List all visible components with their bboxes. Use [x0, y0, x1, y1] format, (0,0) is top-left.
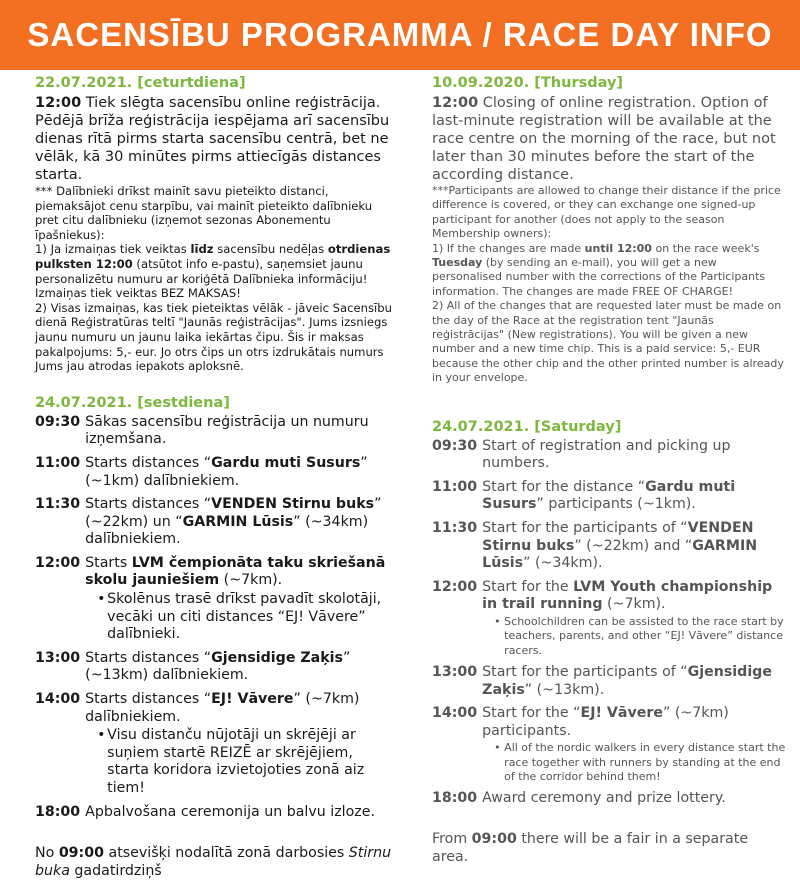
schedule-item: 09:30 Sākas sacensību reģistrācija un numuru izņemšana. — [35, 413, 369, 448]
schedule-item: 11:00 Start for the distance “Gardu muti Susurs” participants (~1km). — [432, 478, 736, 513]
note-1: 1) Ja izmaiņas tiek veiktas līdz sacensību nedēļas otrdienas pulksten 12:00 (atsūtot info e-pastu), saņemsiet jaunu personalizētu numuru ar koriģētā Dalībnieka informāciju! Izmaiņas tiek veiktas BEZ MAKSAS! — [35, 242, 391, 301]
schedule-item: 18:00 Award ceremony and prize lottery. — [432, 790, 726, 807]
date-heading: 24.07.2021. [sestdiena] — [35, 394, 230, 411]
note-intro: *** Dalībnieki drīkst mainīt savu pieteikto distanci, piemaksājot cenu starpību, vai mainīt pieteikto dalībnieku pret citu dalībnieku (izņemot sezonas Abonementu īpašniekus): — [35, 184, 373, 242]
note-2: 2) Visas izmaiņas, kas tiek pieteiktas vēlāk - jāveic Sacensību dienā Reģistratūras teltī "Jaunās reģistrācijas". Jums izsniegs jaunu numuru un jaunu laika iekārtas čipu. Šis ir maksas pakalpojums: 5,- eur. Jo otrs čips un otrs izdrukātais numurs Jums jau atrodas iepakots aploksnē. — [35, 300, 392, 374]
change-note — [35, 184, 395, 374]
note-intro: ***Participants are allowed to change their distance if the price difference is covered, or they can exchange one signed-up participant for another (does not apply to the season Membership owners): — [432, 184, 781, 241]
lead-text: Closing of online registration. Option of last-minute registration will be available at the race centre on the morning of the race, but not later than 30 minutes before the start of the according distance. — [432, 95, 776, 183]
date-heading: 22.07.2021. [ceturtdiena] — [35, 75, 246, 91]
schedule-item: 14:00 Starts distances “EJ! Vāvere” (~7km) dalībniekiem. • Visu distanču nūjotāji un skrējēji ar suņiem startē REIZĒ ar skrējējiem, starta koridora izvietojoties zonā aiz tiem! — [35, 691, 395, 798]
page-title: SACENSĪBU PROGRAMMA / RACE DAY INFO — [27, 16, 773, 53]
schedule-item: 14:00 Start for the “EJ! Vāvere” (~7km) participants. • All of the nordic walkers in every distance start the race together with runners by standing at the end of the corridor behind them! — [432, 705, 788, 784]
time-label: 12:00 — [432, 95, 479, 111]
schedule-item: 11:30 Starts distances “VENDEN Stirnu buks” (~22km) un “GARMIN Lūsis” (~34km) dalībniekiem. — [35, 496, 382, 548]
bullet-note: • Schoolchildren can be assisted to the race start by teachers, parents, and other “EJ! Vāvere” distance racers. — [494, 615, 784, 657]
schedule-item: 13:00 Start for the participants of “Gjensidige Zaķis” (~13km). — [432, 663, 772, 698]
fair-note: No 09:00 atsevišķi nodalītā zonā darbosies Stirnu buka gadatirdziņš — [35, 845, 392, 879]
lead-text: Tiek slēgta sacensību online reģistrācija. Pēdējā brīža reģistrācija iespējama arī sacensību dienas rītā pirms starta sacensību centrā, bet ne vēlāk, kā 30 minūtes pirms attiecīgās distances starta. — [35, 95, 390, 183]
date-heading: 24.07.2021. [Saturday] — [432, 418, 622, 435]
right-column-en — [432, 74, 788, 866]
left-column-lv — [35, 74, 395, 880]
schedule-item: 18:00 Apbalvošana ceremonija un balvu izloze. — [35, 803, 375, 820]
bullet-note: • Skolēnus trasē drīkst pavadīt skolotāji, vecāki un citi distances “EJ! Vāvere” dalībnieki. — [97, 591, 382, 643]
time-label: 12:00 — [35, 95, 82, 111]
note-1: 1) If the changes are made until 12:00 on the race week's Tuesday (by sending an e-mail), you will get a new personalised number with the corrections of the Participants information. The changes are made FREE OF CHARGE! — [432, 241, 766, 298]
date-heading: 10.09.2020. [Thursday] — [432, 75, 624, 91]
schedule-item: 09:30 Start of registration and picking up numbers. — [432, 437, 731, 472]
registration-closing-text — [35, 94, 395, 184]
change-note — [432, 184, 788, 386]
schedule-item: 12:00 Start for the LVM Youth championship in trail running (~7km). • Schoolchildren can be assisted to the race start by teachers, parents, and other “EJ! Vāvere” distance racers. — [432, 579, 788, 658]
bullet-note: • All of the nordic walkers in every distance start the race together with runners by standing at the end of the corridor behind them! — [494, 741, 786, 783]
bullet-note: • Visu distanču nūjotāji un skrējēji ar suņiem startē REIZĒ ar skrējējiem, starta koridora izvietojoties zonā aiz tiem! — [97, 727, 365, 796]
schedule-item: 11:00 Starts distances “Gardu muti Susurs” (~1km) dalībniekiem. — [35, 454, 368, 489]
schedule-item: 12:00 Starts LVM čempionāta taku skriešanā skolu jauniešiem (~7km). • Skolēnus trasē drīkst pavadīt skolotāji, vecāki un citi distances “EJ! Vāvere” dalībnieki. — [35, 555, 395, 644]
registration-closing-text — [432, 94, 788, 184]
fair-note: From 09:00 there will be a fair in a separate area. — [432, 830, 749, 865]
header-banner — [0, 0, 800, 70]
note-2: 2) All of the changes that are requested later must be made on the day of the Race at the registration tent "Jaunās reģistrācijas" (New registrations). You will be given a new number and a new time chip. This is a paid service: 5,- EUR because the other chip and the other printed number is already in your envelope. — [432, 299, 784, 385]
schedule-item: 11:30 Start for the participants of “VENDEN Stirnu buks” (~22km) and “GARMIN Lūsis” (~34km). — [432, 520, 758, 572]
schedule-item: 13:00 Starts distances “Gjensidige Zaķis” (~13km) dalībniekiem. — [35, 649, 351, 684]
